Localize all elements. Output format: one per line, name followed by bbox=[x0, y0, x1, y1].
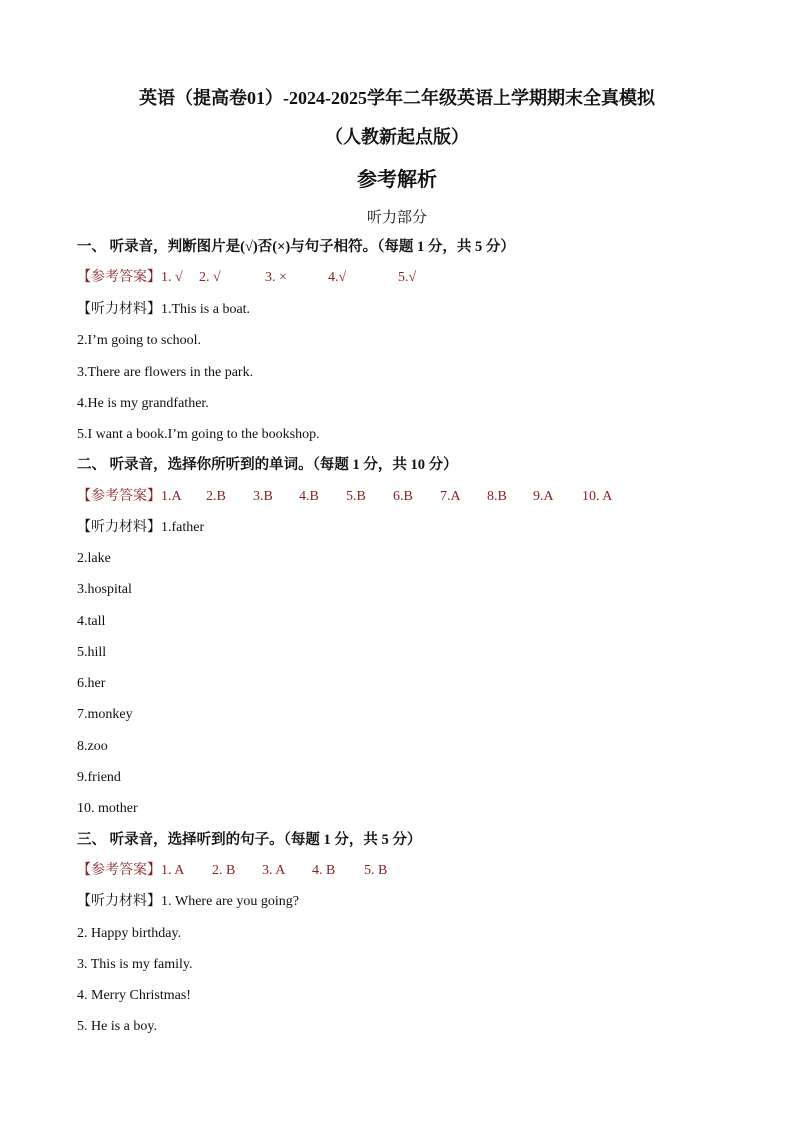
material-text: 1.This is a boat. bbox=[161, 302, 251, 317]
material-text: 1. Where are you going? bbox=[161, 894, 299, 909]
answer-item: 5.√ bbox=[398, 270, 417, 285]
material-line: 6.her bbox=[77, 676, 106, 691]
answer-tag: 【参考答案】 bbox=[77, 863, 161, 878]
document-subtitle: 参考解析 bbox=[357, 169, 437, 191]
answer-item: 8.B bbox=[487, 489, 507, 504]
answer-item: 4. B bbox=[312, 863, 336, 878]
answer-item: 9.A bbox=[533, 489, 554, 504]
answer-item: 3. A bbox=[262, 863, 286, 878]
answer-item: 1.A bbox=[161, 489, 182, 504]
section1-heading: 一、 听录音，判断图片是(√)否(×)与句子相符。（每题 1 分，共 5 分） bbox=[77, 239, 515, 255]
material-line bbox=[77, 300, 250, 320]
material-line: 3.hospital bbox=[77, 582, 132, 597]
material-line: 9.friend bbox=[77, 770, 121, 785]
answer-item: 3. × bbox=[265, 270, 287, 285]
material-text: 1.father bbox=[161, 520, 205, 535]
section3-heading: 三、 听录音，选择听到的句子。（每题 1 分，共 5 分） bbox=[77, 832, 422, 848]
material-line: 10. mother bbox=[77, 801, 138, 816]
material-line bbox=[77, 518, 204, 538]
material-tag: 【听力材料】 bbox=[77, 894, 161, 909]
material-line: 4. Merry Christmas! bbox=[77, 988, 191, 1003]
material-line: 2.I’m going to school. bbox=[77, 333, 202, 348]
section2-heading: 二、 听录音，选择你所听到的单词。（每题 1 分，共 10 分） bbox=[77, 457, 458, 473]
material-line: 2. Happy birthday. bbox=[77, 926, 182, 941]
answer-item: 2. B bbox=[212, 863, 236, 878]
answer-item: 4.B bbox=[299, 489, 319, 504]
answer-tag: 【参考答案】 bbox=[77, 270, 161, 285]
section2-answer-row bbox=[77, 487, 612, 507]
material-line: 5.hill bbox=[77, 645, 107, 660]
section1-answer-row bbox=[77, 268, 416, 288]
part-heading: 听力部分 bbox=[366, 210, 427, 226]
material-tag: 【听力材料】 bbox=[77, 302, 161, 317]
material-line: 2.lake bbox=[77, 551, 111, 566]
material-line: 3.There are flowers in the park. bbox=[77, 365, 254, 380]
section3-answer-row bbox=[77, 861, 387, 881]
material-line bbox=[77, 892, 299, 912]
document-title: 英语（提高卷01）-2024-2025学年二年级英语上学期期末全真模拟 bbox=[139, 88, 655, 108]
answer-item: 1. √ bbox=[161, 270, 183, 285]
answer-tag: 【参考答案】 bbox=[77, 489, 161, 504]
answer-item: 5. B bbox=[364, 863, 388, 878]
answer-item: 5.B bbox=[346, 489, 366, 504]
material-line: 5. He is a boy. bbox=[77, 1019, 157, 1034]
material-line: 3. This is my family. bbox=[77, 957, 193, 972]
answer-item: 4.√ bbox=[328, 270, 347, 285]
answer-item: 10. A bbox=[582, 489, 613, 504]
answer-item: 7.A bbox=[440, 489, 461, 504]
answer-item: 3.B bbox=[253, 489, 273, 504]
material-line: 4.He is my grandfather. bbox=[77, 396, 209, 411]
material-tag: 【听力材料】 bbox=[77, 520, 161, 535]
answer-item: 2.B bbox=[206, 489, 226, 504]
material-line: 4.tall bbox=[77, 614, 106, 629]
material-line: 8.zoo bbox=[77, 739, 108, 754]
answer-item: 1. A bbox=[161, 863, 185, 878]
material-line: 5.I want a book.I’m going to the bookshop. bbox=[77, 427, 320, 442]
material-line: 7.monkey bbox=[77, 707, 133, 722]
answer-item: 6.B bbox=[393, 489, 413, 504]
answer-item: 2. √ bbox=[199, 270, 221, 285]
document-edition: （人教新起点版） bbox=[325, 127, 469, 147]
